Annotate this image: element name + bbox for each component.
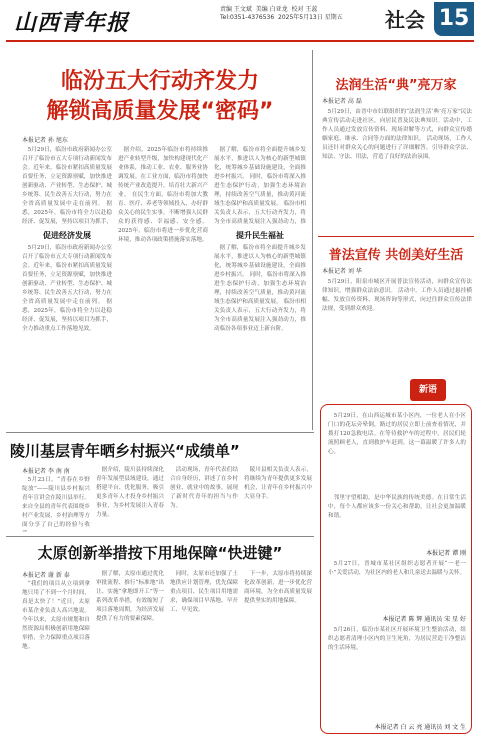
sidebar-clean-byline: 本报记者 刘 华 xyxy=(322,268,362,275)
article1-col1: 5月29日，临汾市政府新闻办公室召开了临汾市五大专项行动新闻发布会。近年来，临汾市紧扣高质量发展首要任务，立足资源禀赋，加快推进创新驱动、产业转型、生态保护、城乡统筹、民生改善五大行动，努力在全省高质量发展中走在前列。 据悉，2025年，临汾市将全力以赴稳经济、促发展，坚持以项目为抓手， xyxy=(22,147,112,225)
article3-top-rule xyxy=(6,536,314,537)
article2-byline: 本报记者 李 南 南 xyxy=(22,468,70,475)
article2-col3: 活动现场，青年代表们结合自身经历，讲述了在乡村创业、就业中的故事，展现了新时代青年的担当与作为。 xyxy=(170,467,238,509)
commentary-credit1: 本报记者 谭 刚 xyxy=(426,550,466,557)
article3-headline: 太原创新举措按下用地保障“快进键” xyxy=(37,544,283,562)
commentary-body2: 邻里守望相助，是中华民族的传统美德。在日常生活中，每个人都应该多一份关心和帮助，让社会更加温暖和谐。 xyxy=(328,495,466,519)
edit-info: 责编 王文斌 美编 白亚龙 校对 王蕊 Tel:0351-4376536 2025年5月13日 星期五 xyxy=(220,6,343,21)
article1-byline: 本报记者 孙 旭东 xyxy=(22,137,68,144)
newspaper-logo: 山西青年报 xyxy=(14,10,130,36)
article3-col4: 下一步，太原市将持续深化改革创新，进一步优化营商环境，为全市高质量发展提供坚实的用地保障。 xyxy=(244,571,312,604)
sidebar-law-byline: 本报记者 高 磊 xyxy=(322,98,362,105)
commentary-body3: 5月27日，晋城市某社区组织志愿者开展“一老一小”关爱活动，为社区内的老人和儿童送去温暖与关怀。 xyxy=(328,561,466,576)
article1-col3: 据了解，临汾市将全面提升城乡发展水平，推进以人为核心的新型城镇化，统筹城乡基础设施建设，全面推进乡村振兴。 同时，临汾市将深入推进生态保护行动，加强生态环境治理，持续改善空气质量，推动黄河流域生态保护和高质量发展。 临汾市相关负责人表示，五大行动齐发力，将为全市高质量发展注入强劲动力，推 xyxy=(214,147,306,225)
article3-byline: 本报记者 谢 新 泰 xyxy=(22,572,70,579)
article2-top-rule xyxy=(6,432,314,433)
article1-col1b: 5月29日，临汾市政府新闻办公室召开了临汾市五大专项行动新闻发布会。近年来，临汾市紧扣高质量发展首要任务，立足资源禀赋，加快推进创新驱动、产业转型、生态保护、城乡统筹、民生改善五大行动，努力在全省高质量发展中走在前列。 据悉，2025年，临汾市将全力以赴稳经济、促发展，坚持以项目为抓手，全力推动重点工作落地见效。 xyxy=(22,245,112,332)
sidebar-clean-title: 普法宣传 共创美好生活 xyxy=(328,248,464,263)
masthead xyxy=(0,0,480,52)
article2-col4: 陵川县相关负责人表示，将继续为青年提供更多发展机会，让青年在乡村振兴中大显身手。 xyxy=(244,467,312,500)
section-tag: 社会 xyxy=(385,8,425,32)
article2-headline: 陵川基层青年晒乡村振兴“成绩单” xyxy=(10,442,240,460)
article1-col3b: 据了解，临汾市将全面提升城乡发展水平，推进以人为核心的新型城镇化，统筹城乡基础设施建设，全面推进乡村振兴。 同时，临汾市将深入推进生态保护行动，加强生态环境治理，持续改善空气质量，推动黄河流域生态保护和高质量发展。 临汾市相关负责人表示，五大行动齐发力，将为全市高质量发展注入强劲动力，推动临汾各项事业迈上新台阶。 xyxy=(214,245,306,332)
commentary-body4: 5月26日，临汾市某社区开展环境卫生整治活动，组织志愿者清理小区内的卫生死角，为居民营造干净整洁的生活环境。 xyxy=(328,627,466,651)
sidebar-clean-body: 5月29日，阳泉市城区开展普法宣传活动，向群众宣传法律知识，增强群众法治意识。 活动中，工作人员通过悬挂横幅、发放宣传资料、现场咨询等形式，向过往群众宣传法律法规，受到群众欢迎。 xyxy=(322,279,472,312)
commentary-badge: 新语 xyxy=(410,379,446,401)
sidebar-law-title: 法润生活“典”亮万家 xyxy=(335,78,457,93)
page-number: 15 xyxy=(434,2,474,36)
sidebar-divider xyxy=(318,236,474,237)
article2-col1: 5月23日，“青春在乡野绽放”——陵川县乡村振兴青年宣讲会在陵川县举行。来自全县的青年代表围绕乡村产业发展、乡村治理等方面分享了自己的经验与收 xyxy=(22,477,90,528)
commentary-credit2: 本报记者 陈 辉 通讯员 宋 星 好 xyxy=(382,616,466,623)
commentary-credit3: 本报记者 白 云 亮 通讯员 刘 文 生 xyxy=(374,724,466,731)
article1-subhead2: 提升民生福祉 xyxy=(236,231,284,240)
article1-headline-line1: 临汾五大行动齐发力 xyxy=(60,69,259,94)
article3-col3: 同时，太原市还加强了土地供应计划管理，优先保障重点项目、民生项目用地需求，确保项目早落地、早开工、早见效。 xyxy=(170,571,238,613)
article1-col2: 据介绍，2025年临汾市将持续推进产业转型升级，加快构建现代化产业体系，推动工业、农业、服务业协调发展。在工业方面，临汾市将加快传统产业改造提升，培育壮大新兴产业。 在民生方面，临汾市将加大教育、医疗、养老等领域投入，办好群众关心的民生实事，不断增强人民群众的获得感、幸福感、安全感。 2025年，临汾市将进一步优化营商环境，推动各项政策措施落实落地。 xyxy=(118,147,208,243)
article3-col1: “我们的项目从立项到拿地只用了不到一个月时间，真是太快了！”近日，太原市某企业负责人高兴地说。今年以来，太原市规划和自然资源局积极创新用地保障举措，全力保障重点项目落地。 xyxy=(22,581,90,650)
commentary-body1: 5月29日，在山西运城市某小区内，一位老人在小区门口的花坛旁晕倒，路过的居民立即上前查看情况，并拨打120急救电话。在等待救护车的过程中，居民们轮流照顾老人，直到救护车赶到。这一幕温暖了许多人的心。 xyxy=(328,413,466,455)
article1-subhead1: 促进经济发展 xyxy=(43,231,91,240)
sidebar-law-body: 5月29日，由晋中市妇联组织的“法润生活‘典’亮万家”民法典宣传活动走进社区，向居民普及民法典知识。活动中，工作人员通过发放宣传资料、现场讲解等方式，向群众宣传婚姻家庭、继承、合同等方面的法律知识。 活动现场，工作人员还针对群众关心的问题进行了详细解答，引导群众学法、知法、守法、用法，营造了良好的法治氛围。 xyxy=(322,109,472,160)
article3-col2: 据了解，太原市通过优化审批流程、推行“标准地”出让、实施“拿地即开工”等一系列改革举措，有效缩短了项目落地周期，为经济发展提供了有力的要素保障。 xyxy=(96,571,164,622)
article2-col2: 据介绍，陵川县持续深化青年发展型县域建设，通过搭建平台、优化服务，吸引更多青年人才投身乡村振兴事业，为乡村发展注入青春力量。 xyxy=(96,467,164,518)
masthead-rule xyxy=(6,40,474,42)
article1-headline-line2: 解锁高质量发展“密码” xyxy=(46,99,274,124)
column-divider xyxy=(312,50,313,430)
